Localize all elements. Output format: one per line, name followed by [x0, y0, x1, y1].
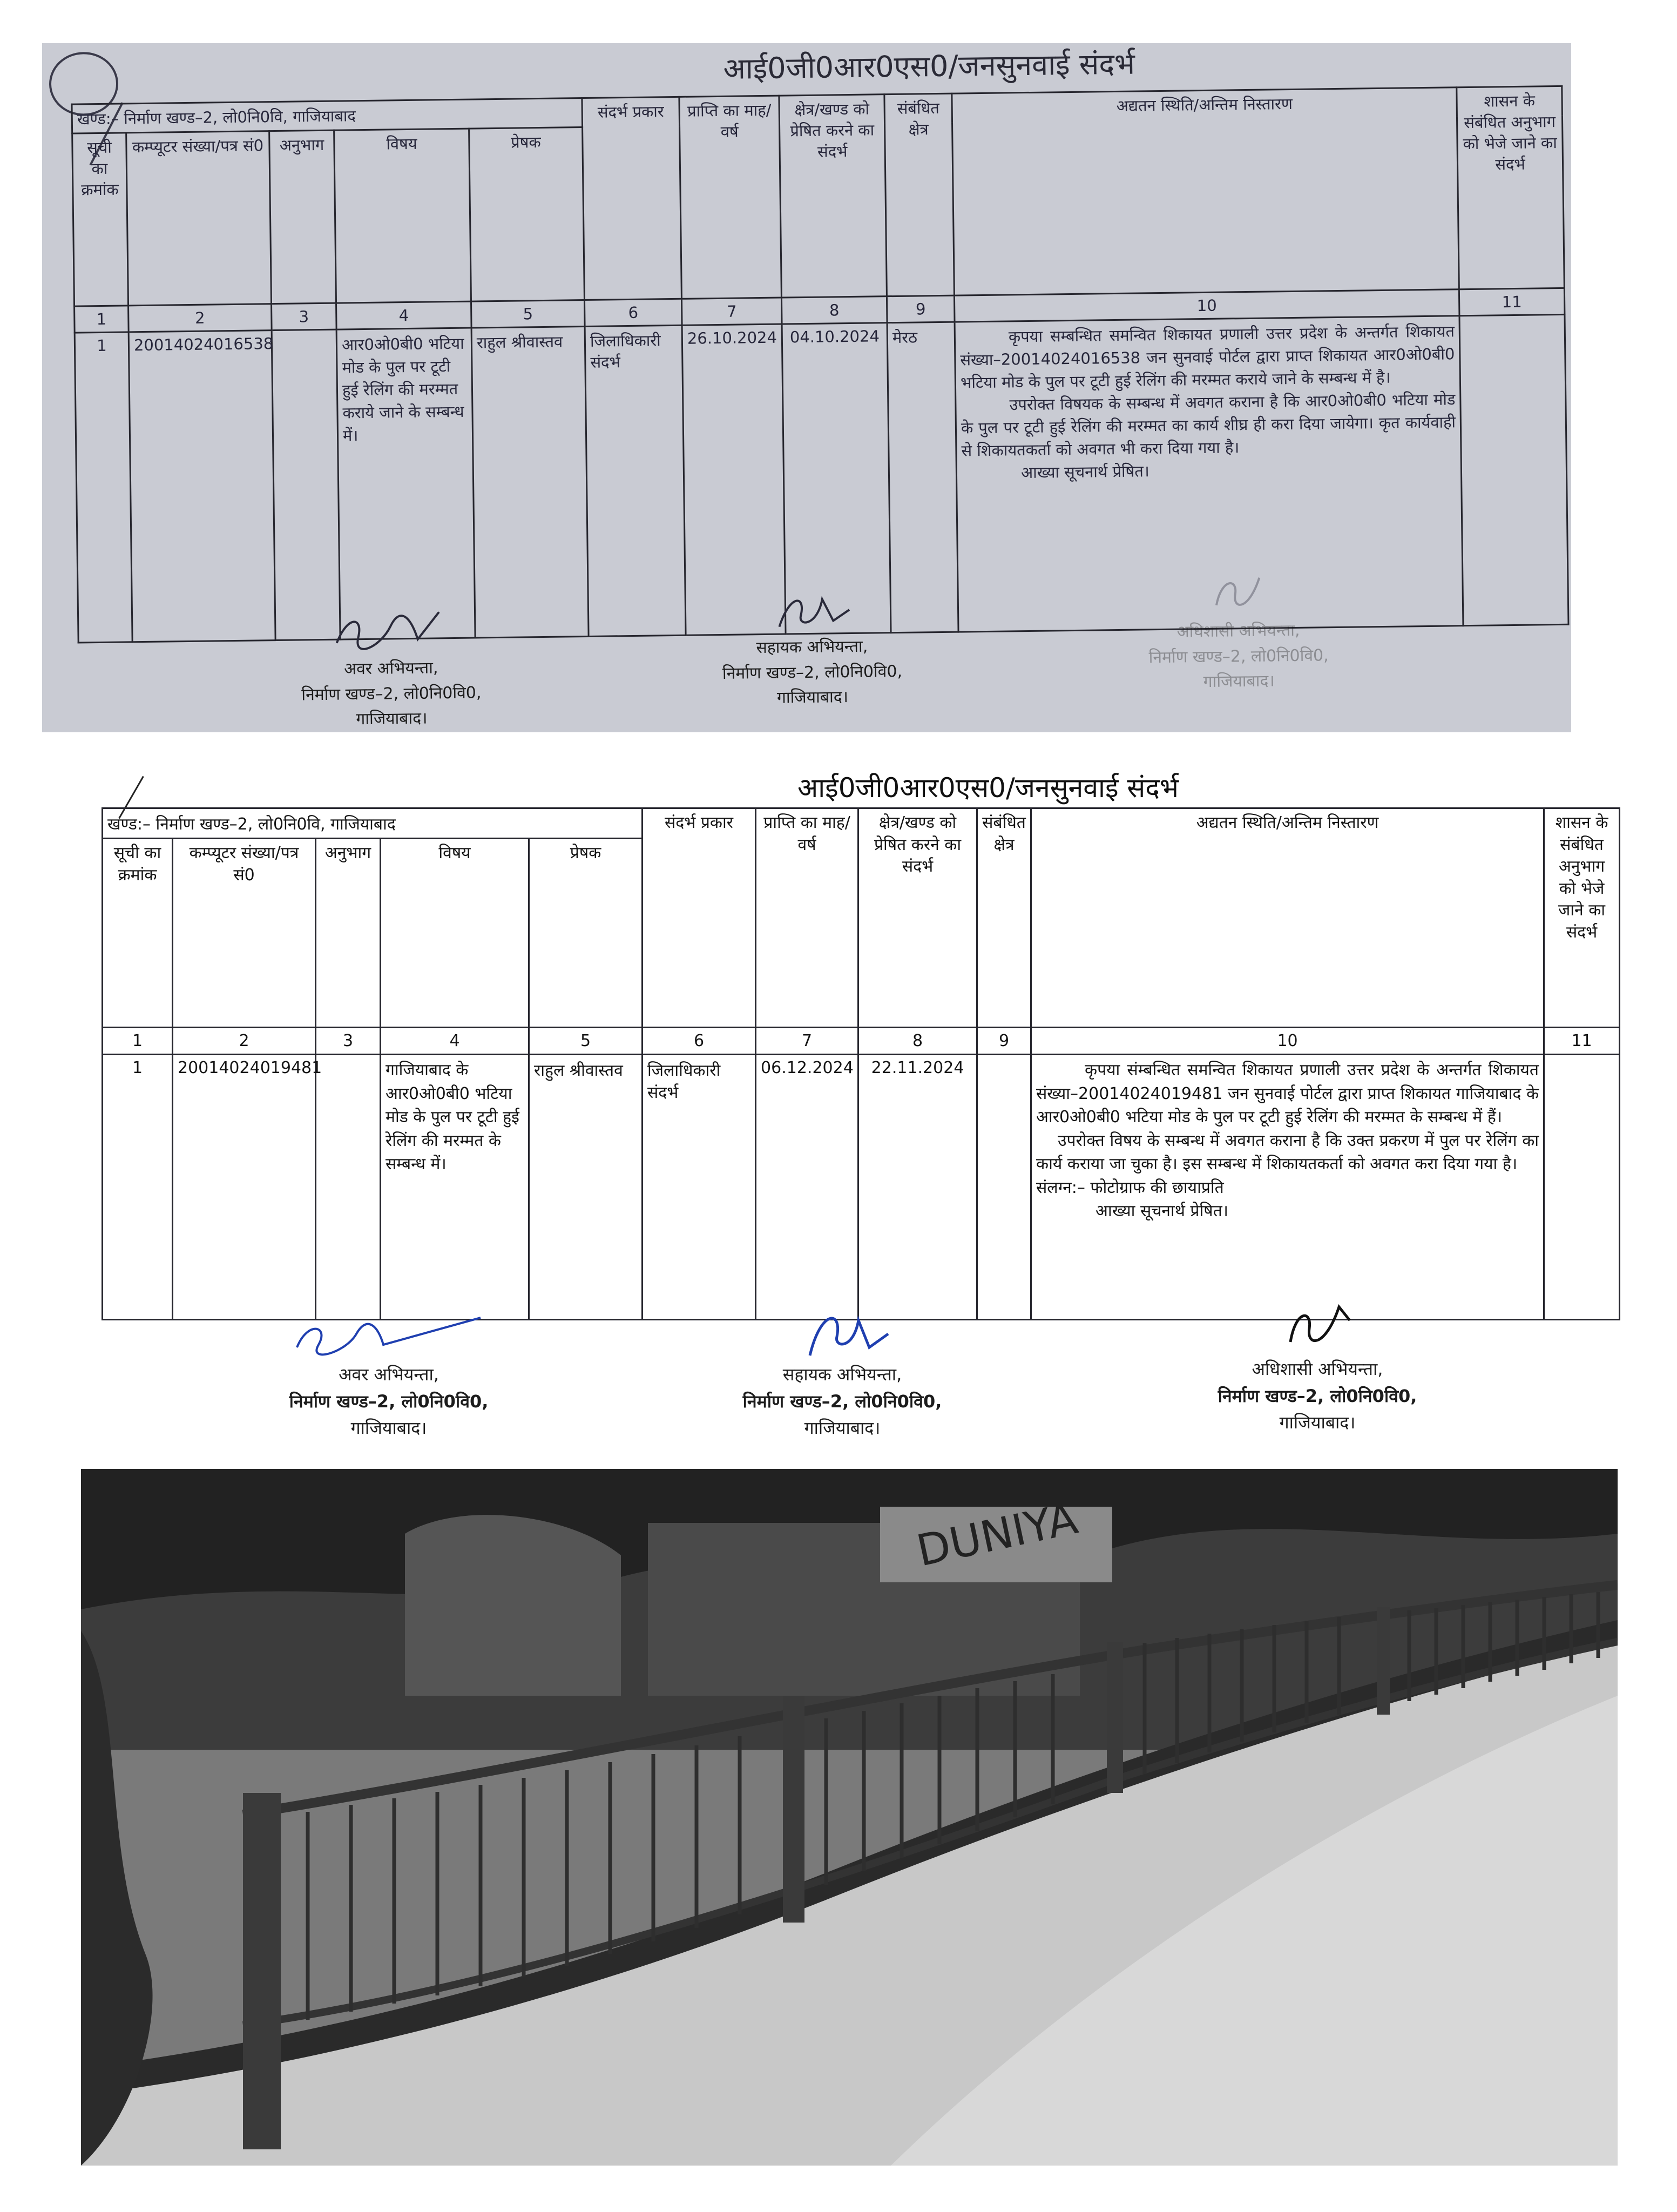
division-label: खण्ड:– निर्माण खण्ड–2, लो0नि0वि, गाजियाबाद [103, 808, 643, 839]
col-number: 10 [954, 289, 1459, 322]
col-number: 9 [887, 295, 955, 323]
header-forwarded: क्षेत्र/खण्ड को प्रेषित करने का संदर्भ [858, 808, 977, 1028]
col-number: 5 [471, 300, 585, 328]
header-subject: विषय [381, 839, 529, 1028]
signature-scribble [788, 1304, 896, 1358]
signatory-city: गाजियाबाद। [356, 709, 428, 729]
table-row [103, 1055, 1620, 1320]
row-computer-no: 20014024019481 [173, 1055, 316, 1320]
col-number: 2 [129, 304, 272, 332]
header-forwarded: क्षेत्र/खण्ड को प्रेषित करने का संदर्भ [779, 95, 887, 298]
header-computer-no: कम्प्यूटर संख्या/पत्र सं0 [126, 131, 272, 306]
signature-scribble [1205, 572, 1270, 616]
header-section: अनुभाग [269, 130, 336, 304]
header-ref-type: संदर्भ प्रकार [643, 808, 756, 1028]
col-number: 6 [585, 299, 682, 326]
signatory-city: गाजियाबाद। [350, 1418, 427, 1439]
row-section [316, 1055, 381, 1320]
status-paragraph-1: कृपया सम्बन्धित समन्वित शिकायत प्रणाली उत्तर प्रदेश के अन्तर्गत शिकायत संख्या–20014024016538 जन सुनवाई पोर्टल द्वारा प्राप्त शिकायत आर0ओ0बी0 भटिया मोड के पुल पर टूटी हुई रेलिंग की मरम्मत कराये जाने के सम्बन्ध में है। [960, 322, 1455, 392]
row-serial: 1 [75, 332, 132, 643]
signature-scribble [331, 609, 450, 654]
row-ref-type: जिलाधिकारी संदर्भ [643, 1055, 756, 1320]
signatory-office: निर्माण खण्ड–2, लो0नि0वि0, [289, 1391, 489, 1412]
row-forwarded-date: 22.11.2024 [858, 1055, 977, 1320]
header-area: संबंधित क्षेत्र [884, 93, 955, 296]
col-number: 4 [381, 1028, 529, 1055]
header-status: अद्यतन स्थिति/अन्तिम निस्तारण [952, 87, 1459, 295]
row-subject: आर0ओ0बी0 भटिया मोड के पुल पर टूटी हुई रेलिंग की मरम्मत कराये जाने के सम्बन्ध में। [336, 328, 475, 639]
signature-assistant-engineer [671, 587, 954, 712]
status-paragraph-2: उपरोक्त विषयक के सम्बन्ध में अवगत कराना है कि आर0ओ0बी0 भटिया मोड के पुल पर टूटी हुई रेलिंग की मरम्मत का कार्य शीघ्र ही करा दिया जायेगा। कृत कार्यवाही से शिकायतकर्ता को अवगत भी करा दिया गया है। [961, 390, 1456, 460]
signatory-designation: अवर अभियन्ता, [339, 1364, 439, 1385]
status-paragraph-3: आख्या सूचनार्थ प्रेषित। [1096, 1202, 1229, 1220]
header-area: संबंधित क्षेत्र [977, 808, 1031, 1028]
signatory-office: निर्माण खण्ड–2, लो0नि0वि0, [1148, 645, 1329, 667]
row-section [272, 329, 340, 640]
complaint-table [71, 85, 1569, 644]
signature-scribble [275, 1315, 502, 1358]
row-received-date: 06.12.2024 [756, 1055, 858, 1320]
header-status: अद्यतन स्थिति/अन्तिम निस्तारण [1031, 808, 1544, 1028]
bridge-railing-photo [81, 1469, 1618, 2166]
shop-sign-text: DUNIYA [912, 1493, 1082, 1576]
signature-assistant-engineer [691, 1304, 993, 1439]
signatory-office: निर्माण खण्ड–2, लो0नि0वि0, [742, 1391, 942, 1412]
header-serial: सूची का क्रमांक [103, 839, 173, 1028]
col-number: 6 [643, 1028, 756, 1055]
col-number: 5 [529, 1028, 643, 1055]
division-label: खण्ड:– निर्माण खण्ड–2, लो0नि0वि, गाजियाबाद [72, 98, 583, 134]
signature-junior-engineer [250, 608, 532, 732]
signatory-designation: अवर अभियन्ता, [343, 658, 438, 679]
col-number: 7 [756, 1028, 858, 1055]
complaint-table [102, 807, 1620, 1320]
signatory-city: गाजियाबाद। [1279, 1412, 1356, 1433]
status-attachment-note: संलग्न:– फोटोग्राफ की छायाप्रति [1036, 1178, 1224, 1197]
signatory-city: गाजियाबाद। [1203, 671, 1275, 692]
signatory-city: गाजियाबाद। [804, 1418, 881, 1439]
col-number: 11 [1459, 288, 1565, 315]
header-subject: विषय [334, 129, 471, 303]
document-title: आई0जी0आर0एस0/जनसुनवाई संदर्भ [797, 772, 1179, 804]
signature-executive-engineer [1155, 1299, 1479, 1437]
row-computer-no: 20014024016538 [129, 331, 275, 642]
header-received: प्राप्ति का माह/वर्ष [679, 96, 782, 299]
col-number: 8 [782, 296, 888, 324]
row-area: मेरठ [887, 322, 958, 632]
header-gov-ref: शासन के संबंधित अनुभाग को भेजे जाने का संदर्भ [1457, 86, 1565, 289]
typed-document-copy-2 [97, 759, 1631, 1439]
signatory-designation: सहायक अभियन्ता, [782, 1364, 902, 1385]
row-sender: राहुल श्रीवास्तव [471, 327, 589, 638]
col-number: 1 [75, 306, 129, 333]
col-number: 1 [103, 1028, 173, 1055]
row-gov-ref [1544, 1055, 1620, 1320]
header-ref-type: संदर्भ प्रकार [582, 97, 682, 300]
header-sender: प्रेषक [469, 127, 585, 302]
row-status [1031, 1055, 1544, 1320]
header-sender: प्रेषक [529, 839, 643, 1028]
col-number: 9 [977, 1028, 1031, 1055]
header-section: अनुभाग [316, 839, 381, 1028]
row-received-date: 26.10.2024 [682, 324, 786, 635]
col-number: 2 [173, 1028, 316, 1055]
signature-junior-engineer [238, 1315, 540, 1439]
row-subject: गाजियाबाद के आर0ओ0बी0 भटिया मोड के पुल पर टूटी हुई रेलिंग की मरम्मत के सम्बन्ध में। [381, 1055, 529, 1320]
col-number: 7 [682, 298, 782, 325]
status-paragraph-2: उपरोक्त विषय के सम्बन्ध में अवगत कराना है कि उक्त प्रकरण में पुल पर रेलिंग का कार्य कराया जा चुका है। इस सम्बन्ध में शिकायतकर्ता को अवगत करा दिया गया है। [1036, 1131, 1539, 1174]
signatory-office: निर्माण खण्ड–2, लो0नि0वि0, [722, 662, 903, 683]
row-forwarded-date: 04.10.2024 [782, 323, 891, 634]
row-gov-ref [1459, 314, 1568, 625]
row-area [977, 1055, 1031, 1320]
scanned-document-copy-1 [42, 43, 1571, 732]
col-number: 4 [336, 301, 472, 329]
col-number: 8 [858, 1028, 977, 1055]
signatory-designation: अधिशासी अभियन्ता, [1176, 621, 1300, 642]
document-title: आई0जी0आर0एस0/जनसुनवाई संदर्भ [723, 46, 1135, 86]
signatory-designation: अधिशासी अभियन्ता, [1252, 1359, 1383, 1379]
signatory-designation: सहायक अभियन्ता, [756, 637, 868, 658]
col-number: 11 [1544, 1028, 1620, 1055]
header-received: प्राप्ति का माह/वर्ष [756, 808, 858, 1028]
header-computer-no: कम्प्यूटर संख्या/पत्र सं0 [173, 839, 316, 1028]
header-gov-ref: शासन के संबंधित अनुभाग को भेजे जाने का संदर्भ [1544, 808, 1620, 1028]
row-ref-type: जिलाधिकारी संदर्भ [585, 325, 686, 636]
railing-photograph [81, 1469, 1618, 2166]
signatory-office: निर्माण खण्ड–2, लो0नि0वि0, [301, 683, 482, 704]
col-number: 3 [272, 303, 337, 330]
signatory-office: निर्माण खण्ड–2, लो0नि0वि0, [1218, 1385, 1417, 1406]
header-serial: सूची का क्रमांक [72, 133, 129, 306]
row-sender: राहुल श्रीवास्तव [529, 1055, 643, 1320]
status-paragraph-3: आख्या सूचनार्थ प्रेषित। [1020, 462, 1150, 482]
signature-executive-engineer [1097, 571, 1380, 696]
signature-scribble [1274, 1299, 1361, 1353]
col-number: 3 [316, 1028, 381, 1055]
signatory-city: गाजियाबाद। [776, 687, 849, 707]
row-serial: 1 [103, 1055, 173, 1320]
col-number: 10 [1031, 1028, 1544, 1055]
signature-scribble [768, 588, 855, 632]
status-paragraph-1: कृपया संम्बन्धित समन्वित शिकायत प्रणाली उत्तर प्रदेश के अन्तर्गत शिकायत संख्या–20014024019481 जन सुनवाई पोर्टल द्वारा प्राप्त शिकायत गाजियाबाद के आर0ओ0बी0 भटिया मोड के पुल पर टूटी हुई रेलिंग की मरम्मत के सम्बन्ध में हैं। [1036, 1061, 1539, 1127]
